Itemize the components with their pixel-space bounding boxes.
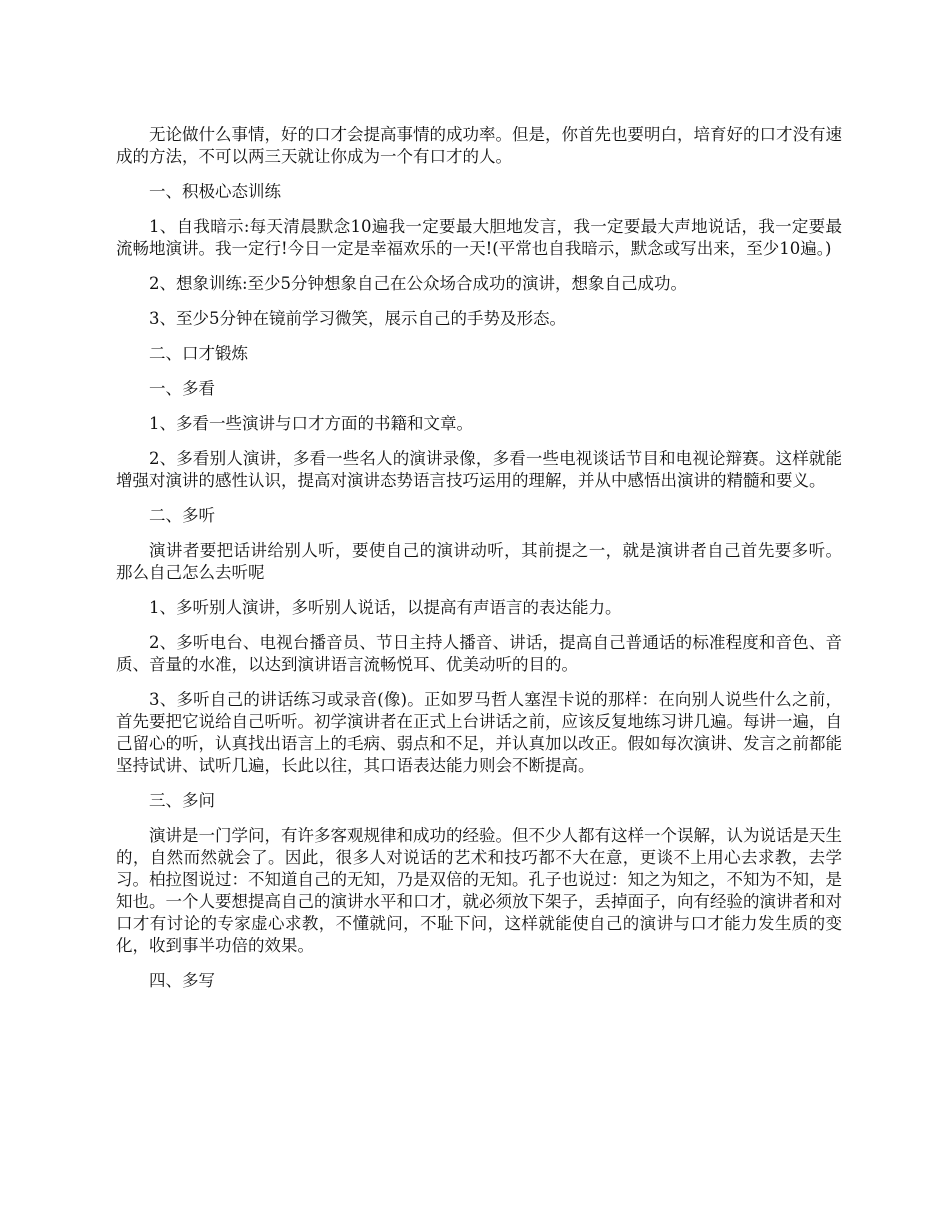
list-item-listen-others: 1、多听别人演讲，多听别人说话，以提高有声语言的表达能力。 xyxy=(149,598,622,617)
document-body xyxy=(116,124,842,1005)
intro-paragraph: 无论做什么事情，好的口才会提高事情的成功率。但是，你首先也要明白，培育好的口才没有速成的方法，不可以两三天就让你成为一个有口才的人。 xyxy=(116,125,842,166)
list-item-listen-broadcast: 2、多听电台、电视台播音员、节日主持人播音、讲话，提高自己普通话的标准程度和音色、音质、音量的水准，以达到演讲语言流畅悦耳、优美动听的目的。 xyxy=(116,633,842,674)
section-heading-mindset: 一、积极心态训练 xyxy=(149,182,281,201)
listen-intro-paragraph: 演讲者要把话讲给别人听，要使自己的演讲动听，其前提之一，就是演讲者自己首先要多听。 那么自己怎么去听呢 xyxy=(116,541,842,582)
list-item-listen-self: 3、多听自己的讲话练习或录音(像)。正如罗马哲人塞涅卡说的那样：在向别人说些什么之前，首先要把它说给自己听听。初学演讲者在正式上台讲话之前，应该反复地练习讲几遍。每讲一遍，自己留心的听，认真找出语言上的毛病、弱点和不足，并认真加以改正。假如每次演讲、发言之前都能坚持试讲、试听几遍，长此以往，其口语表达能力则会不断提高。 xyxy=(116,690,842,775)
subheading-ask-more: 三、多问 xyxy=(149,791,215,810)
section-heading-eloquence: 二、口才锻炼 xyxy=(149,344,248,363)
list-item-self-suggestion: 1、自我暗示:每天清晨默念10遍我一定要最大胆地发言，我一定要最大声地说话，我一定要最流畅地演讲。我一定行!今日一定是幸福欢乐的一天!(平常也自我暗示，默念或写出来，至少10遍。) xyxy=(116,217,842,258)
list-item-mirror-smile: 3、至少5分钟在镜前学习微笑，展示自己的手势及形态。 xyxy=(149,309,566,328)
subheading-write-more: 四、多写 xyxy=(149,971,215,990)
list-item-read-books: 1、多看一些演讲与口才方面的书籍和文章。 xyxy=(149,414,473,433)
subheading-watch-more: 一、多看 xyxy=(149,379,215,398)
ask-more-paragraph: 演讲是一门学问，有许多客观规律和成功的经验。但不少人都有这样一个误解，认为说话是天生的，自然而然就会了。因此，很多人对说话的艺术和技巧都不大在意，更谈不上用心去求教，去学习。柏拉图说过：不知道自己的无知，乃是双倍的无知。孔子也说过：知之为知之，不知为不知，是知也。一个人要想提高自己的演讲水平和口才，就必须放下架子，丢掉面子，向有经验的演讲者和对口才有讨论的专家虚心求教，不懂就问，不耻下问，这样就能使自己的演讲与口才能力发生质的变化，收到事半功倍的效果。 xyxy=(116,826,842,955)
list-item-imagination: 2、想象训练:至少5分钟想象自己在公众场合成功的演讲，想象自己成功。 xyxy=(149,274,688,293)
list-item-watch-speeches: 2、多看别人演讲，多看一些名人的演讲录像，多看一些电视谈话节目和电视论辩赛。这样就能增强对演讲的感性认识，提高对演讲态势语言技巧运用的理解，并从中感悟出演讲的精髓和要义。 xyxy=(116,449,842,490)
subheading-listen-more: 二、多听 xyxy=(149,506,215,525)
